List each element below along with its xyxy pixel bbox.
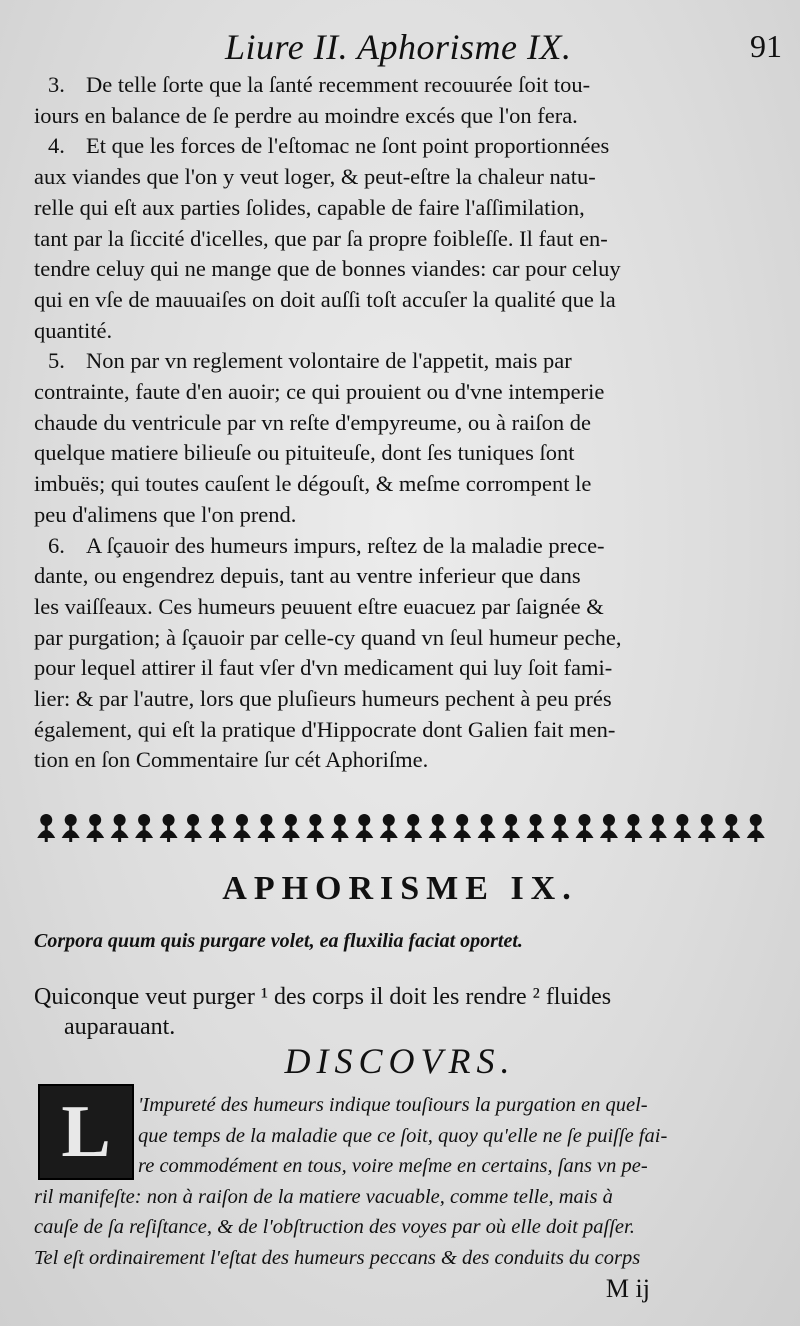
drop-cap-letter: L [61,1091,111,1173]
paragraph-line [34,131,770,162]
discours-line: Tel eſt ordinairement l'eſtat des humeurs peccans & des conduits du corps [34,1246,641,1269]
numbered-paragraph [34,131,770,346]
paragraph-line: par purgation; à ſçauoir par celle-cy quand vn ſeul humeur peche, [34,624,622,650]
signature-mark: M ij [605,1274,650,1303]
paragraph-line: quantité. [34,317,113,343]
paragraph-line: pour lequel attirer il faut vſer d'vn medicament qui luy ſoit fami- [34,655,613,681]
numbered-paragraph [34,346,770,530]
fleuron-icon [429,814,447,842]
fleuron-icon [257,814,275,842]
fleuron-icon [135,814,153,842]
aphorism-latin-text: Corpora quum quis purgare volet, ea fluxilia faciat oportet. [34,930,523,952]
discours-line: ril manifeſte: non à raiſon de la matiere vacuable, comme telle, mais à [34,1185,613,1208]
fleuron-icon [624,814,642,842]
paragraph-line-text: De telle ſorte que la ſanté recemment recouurée ſoit tou- [86,72,591,97]
paragraph-number: 5. [48,348,65,374]
paragraph-line: également, qui eſt la pratique d'Hippocrate dont Galien fait men- [34,716,616,742]
paragraph-line: chaude du ventricule par vn reſte d'empyreume, ou à raiſon de [34,409,591,435]
paragraph-line: tant par la ſiccité d'icelles, que par ſa propre foibleſſe. Il faut en- [34,225,608,251]
fleuron-icon [282,814,300,842]
aphorism-french-text [34,982,770,1042]
fleuron-icon [527,814,545,842]
paragraph-line [34,346,770,377]
paragraph-number: 3. [48,72,65,97]
paragraph-line: tendre celuy qui ne mange que de bonnes viandes: car pour celuy [34,256,621,282]
fleuron-icon [160,814,178,842]
paragraph-line: dante, ou engendrez depuis, tant au ventre inferieur que dans [34,563,581,589]
running-title: Liure II. Aphorisme IX. [225,27,572,67]
fleuron-icon [62,814,80,842]
discours-line: re commodément en tous, voire meſme en certains, ſans vn pe- [138,1155,648,1177]
fleuron-icon [673,814,691,842]
paragraph-line [34,531,770,562]
fleuron-icon [380,814,398,842]
fleuron-icon [331,814,349,842]
paragraph-line: peu d'alimens que l'on prend. [34,501,297,527]
fleuron-icon [722,814,740,842]
paragraph-line: qui en vſe de mauuaiſes on doit auſſi toſt accuſer la qualité que la [34,286,616,312]
fleuron-icon [111,814,129,842]
fleuron-icon [184,814,202,842]
paragraph-line: lier: & par l'autre, lors que pluſieurs humeurs pechent à peu prés [34,686,612,712]
page-number: 91 [750,28,782,64]
fleuron-icon [649,814,667,842]
paragraph-line: contrainte, faute d'en auoir; ce qui prouient ou d'vne intemperie [34,379,605,405]
fleuron-icon [37,814,55,842]
aphorism-french-line: auparauant. [64,1014,176,1040]
aphorism-french-line: Quiconque veut purger ¹ des corps il doit les rendre ² fluides [34,984,612,1010]
numbered-paragraph [34,531,770,777]
fleuron-icon [355,814,373,842]
discours-body [34,1090,770,1273]
paragraph-line: tion en ſon Commentaire ſur cét Aphoriſme. [34,747,429,773]
discours-title: DISCOVRS. [284,1041,516,1081]
numbered-sections [34,70,770,776]
fleuron-icon [698,814,716,842]
fleuron-icon [453,814,471,842]
discours-line: cauſe de ſa reſiſtance, & de l'obſtruction des voyes par où elle doit paſſer. [34,1216,635,1238]
fleuron-icon [86,814,104,842]
fleuron-icon [502,814,520,842]
decorative-fleuron-band [34,808,768,848]
paragraph-line [34,70,770,101]
fleuron-icon [747,814,765,842]
fleuron-icon [600,814,618,842]
fleuron-icon [478,814,496,842]
numbered-paragraph [34,70,770,131]
paragraph-line-text: A ſçauoir des humeurs impurs, reſtez de la maladie prece- [86,532,605,558]
paragraph-line: les vaiſſeaux. Ces humeurs peuuent eſtre euacuez par ſaignée & [34,593,604,619]
paragraph-line: aux viandes que l'on y veut loger, & peut-eſtre la chaleur natu- [34,164,596,190]
paragraph-line-text: Non par vn reglement volontaire de l'appetit, mais par [86,348,572,374]
paragraph-number: 4. [48,133,65,159]
discours-line: 'Impureté des humeurs indique touſiours la purgation en quel- [138,1094,648,1116]
paragraph-line-text: Et que les forces de l'eſtomac ne ſont point proportionnées [86,133,610,159]
fleuron-icon [233,814,251,842]
fleuron-icon [576,814,594,842]
paragraph-line: relle qui eſt aux parties ſolides, capable de faire l'aſſimilation, [34,194,585,220]
fleuron-icon [404,814,422,842]
paragraph-line: quelque matiere bilieuſe ou pituiteuſe, dont ſes tuniques ſont [34,440,575,466]
fleuron-icon [209,814,227,842]
paragraph-line: imbuës; qui toutes cauſent le dégouſt, & meſme corrompent le [34,471,592,497]
discours-line: que temps de la maladie que ce ſoit, quoy qu'elle ne ſe puiſſe fai- [138,1124,668,1147]
fleuron-icon [551,814,569,842]
page-header [0,26,800,70]
fleuron-icon [306,814,324,842]
paragraph-line: iours en balance de ſe perdre au moindre excés que l'on fera. [34,102,578,128]
paragraph-number: 6. [48,532,65,558]
aphorism-title: APHORISME IX. [222,870,578,907]
